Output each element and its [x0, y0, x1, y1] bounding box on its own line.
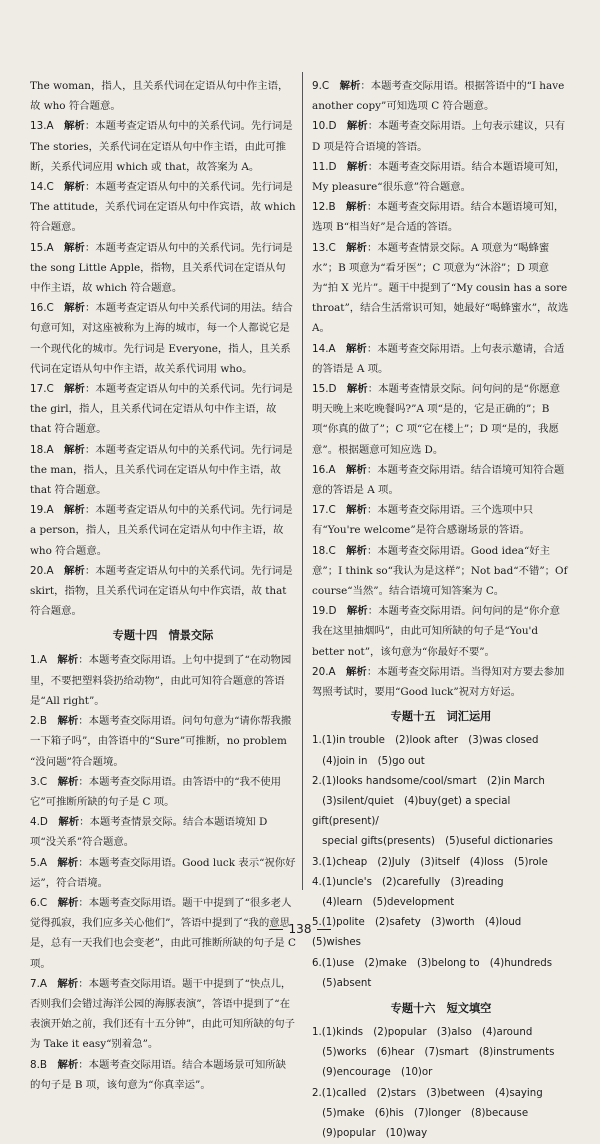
explanation-text: ：本题考查交际用语。上句中提到了“在动物园里，不要把塑料袋扔给动物”，由此可知符合题意的答语是“All right”。 [30, 654, 292, 707]
answer-line: 5.(1)polite (2)safety (3)worth (4)loud (5)wishes [312, 917, 532, 949]
answer-line: (5)absent [312, 977, 372, 989]
explanation-text: ：本题考查交际用语。问句句意为“请你帮我搬一下箱子吗”，由答语中的“Sure”可推断，no problem “没问题”符合题境。 [30, 715, 292, 768]
item-number: 12.B [312, 201, 336, 214]
answer-item [312, 662, 570, 702]
item-number: 7.A [30, 977, 48, 990]
item-number: 2.B [30, 715, 48, 728]
analysis-label: 解析 [346, 383, 368, 396]
analysis-label: 解析 [339, 80, 361, 92]
answer-line: 1.(1)kinds (2)popular (3)also (4)around [312, 1026, 533, 1038]
item-number: 17.C [30, 383, 54, 396]
explanation-text: ：本题考查交际用语。上句表示建议，只有 D 项是符合语境的答语。 [312, 120, 566, 153]
analysis-label: 解析 [346, 463, 367, 476]
answer-item [30, 1055, 296, 1095]
analysis-label: 解析 [64, 383, 85, 396]
dash-right [317, 929, 331, 930]
analysis-label: 解析 [64, 241, 85, 254]
answer-item [30, 298, 296, 379]
page-number-text: 138 [288, 922, 312, 936]
analysis-label: 解析 [57, 856, 79, 869]
analysis-label: 解析 [346, 504, 367, 517]
answer-line: 6.(1)use (2)make (3)belong to (4)hundreds [312, 957, 553, 969]
answer-line: (4)join in (5)go out [312, 755, 425, 767]
item-number: 17.C [312, 504, 336, 517]
analysis-label: 解析 [57, 715, 79, 728]
answer-item [30, 711, 296, 772]
analysis-label: 解析 [57, 896, 79, 909]
explanation-text: ：本题考查定语从句中的关系代词。先行词是 the girl，指人，且关系代词在定语从句中作主语，故 that 符合题意。 [30, 383, 293, 436]
analysis-label: 解析 [57, 775, 79, 788]
answer-line: (3)silent/quiet (4)buy(get) a special gift(present)/ [312, 795, 511, 828]
analysis-label: 解析 [346, 605, 368, 618]
explanation-text: ：本题考查定语从句中的关系代词。先行词是 skirt，指物，且关系代词在定语从句中作宾语，故 that 符合题意。 [30, 564, 293, 618]
answer-item [30, 76, 296, 116]
explanation-text: ：本题考查定语从句中的关系代词。先行词是 The attitude，关系代词在定语从句中作宾语，故 which 符合题意。 [30, 181, 296, 234]
explanation-text: ：本题考查交际用语。三个选项中只有“You're welcome”是符合感谢场景的答语。 [312, 504, 534, 537]
item-number: 19.D [312, 605, 337, 618]
item-number: 9.C [312, 80, 330, 92]
analysis-label: 解析 [346, 544, 367, 557]
item-number: 11.D [312, 160, 337, 173]
item-number: 16.A [312, 463, 336, 476]
item-number: 3.C [30, 775, 48, 788]
answer-line: 2.(1)looks handsome/cool/smart (2)in March [312, 775, 545, 787]
analysis-label: 解析 [64, 302, 85, 315]
answer-item [312, 460, 570, 500]
explanation-text: ：本题考查定语从句中的关系代词。先行词是 a person，指人，且关系代词在定语从句中作主语，故 who 符合题意。 [30, 504, 293, 557]
explanation-text: ：本题考查交际用语。问句问的是“你介意我在这里抽烟吗”，由此可知所缺的句子是“You'd better not”，该句意为“你最好不要”。 [312, 605, 561, 658]
analysis-label: 解析 [346, 241, 367, 254]
answer-line: (9)encourage (10)or [312, 1067, 433, 1079]
answer-item [30, 974, 296, 1055]
answer-item [30, 116, 296, 177]
answer-line: 4.(1)uncle's (2)carefully (3)reading [312, 876, 504, 888]
left-column [30, 76, 296, 1095]
explanation-text: ：本题考查交际用语。由答语中的“我不使用它”可推断所缺的句子是 C 项。 [30, 775, 282, 808]
answer-item [312, 500, 570, 540]
answer-item [30, 238, 296, 299]
analysis-label: 解析 [346, 665, 367, 678]
item-number: 4.D [30, 816, 48, 829]
answer-line: (9)popular (10)way [312, 1127, 428, 1139]
explanation-text: ：本题考查情景交际。问句问的是“你愿意明天晚上来吃晚餐吗?”A 项“是的，它是正确的”；B 项“你真的做了”；C 项“它在楼上”；D 项“是的，我愿意”。根据题意可知应选 D。 [312, 383, 561, 456]
explanation-text: ：本题考查交际用语。结合本题语境可知，选项 B“相当好”是合适的答语。 [312, 201, 565, 234]
right-column [312, 76, 570, 1144]
answer-line: 3.(1)cheap (2)July (3)itself (4)loss (5)role [312, 856, 548, 868]
section-heading: 专题十四 情景交际 [112, 629, 214, 643]
explanation-text: ：本题考查情景交际。A 项意为“喝蜂蜜水”；B 项意为“看牙医”；C 项意为“沐浴”；D 项意为“拍 X 光片”。题干中提到了“My cousin has a sore throat”，结合生活常识可知，她最好“喝蜂蜜水”，故选 A。 [312, 241, 569, 335]
analysis-label: 解析 [64, 181, 85, 194]
explanation-text: ：本题考查交际用语。上句表示邀请，合适的答语是 A 项。 [312, 342, 565, 375]
answer-item [312, 541, 570, 602]
answer-item [30, 812, 296, 852]
explanation-text: ：本题考查交际用语。题干中提到了“快点儿，否则我们会错过海洋公园的海豚表演”，答语中提到了“在表演开始之前，我们还有十五分钟”，由此可知所缺的句子为 Take it easy“别着急”。 [30, 977, 296, 1051]
analysis-label: 解析 [346, 201, 367, 214]
answer-item [312, 379, 570, 460]
page-number [0, 922, 600, 936]
analysis-label: 解析 [57, 1058, 79, 1071]
explanation-text: ：本题考查交际用语。结合语境可知符合题意的答语是 A 项。 [312, 463, 565, 497]
answer-item [312, 238, 570, 339]
answer-line: 2.(1)called (2)stars (3)between (4)saying [312, 1087, 543, 1099]
answer-item [312, 197, 570, 237]
answer-item [30, 772, 296, 812]
analysis-label: 解析 [64, 504, 85, 517]
answer-line: 1.(1)in trouble (2)look after (3)was closed [312, 735, 539, 747]
dash-left [269, 929, 283, 930]
item-number: 16.C [30, 302, 54, 315]
column-divider [302, 72, 303, 890]
explanation-text: ：本题考查定语从句中关系代词的用法。结合句意可知，对这座被称为上海的城市，每一个人都说它是一个现代化的城市。先行词是 Everyone，指人，且关系代词在定语从句中作主语，故关系代词用 who。 [30, 302, 293, 375]
item-number: 20.A [312, 665, 336, 678]
answer-item [30, 440, 296, 501]
explanation-text: ：本题考查定语从句中的关系代词。先行词是 the song Little Apple，指物，且关系代词在定语从句中作主语，故 which 符合题意。 [30, 241, 293, 295]
analysis-label: 解析 [57, 977, 79, 990]
explanation-text: ：本题考查情景交际。结合本题语境知 D 项“没关系”符合题意。 [30, 816, 268, 849]
item-number: 10.D [312, 120, 337, 133]
explanation-text: ：本题考查交际用语。Good idea“好主意”；I think so“我认为是这样”；Not bad“不错”；Of course“当然”。结合语境可知答案为 C。 [312, 544, 568, 598]
item-number: 18.C [312, 544, 336, 557]
analysis-label: 解析 [64, 564, 85, 577]
explanation-text: The woman，指人，且关系代词在定语从句中作主语，故 who 符合题意。 [30, 80, 289, 113]
answer-item [312, 157, 570, 197]
section-heading: 专题十五 词汇运用 [390, 710, 492, 724]
analysis-label: 解析 [346, 160, 368, 173]
item-number: 18.A [30, 443, 54, 456]
item-number: 15.D [312, 383, 337, 396]
item-number: 13.C [312, 241, 336, 254]
analysis-label: 解析 [58, 816, 80, 829]
answer-item [30, 561, 296, 622]
answer-item [312, 601, 570, 662]
answer-line: (5)make (6)his (7)longer (8)because [312, 1107, 529, 1119]
answer-line: (5)works (6)hear (7)smart (8)instruments [312, 1047, 555, 1059]
answer-item [30, 177, 296, 238]
analysis-label: 解析 [64, 443, 85, 456]
item-number: 20.A [30, 564, 54, 577]
answer-item [30, 500, 296, 561]
item-number: 13.A [30, 120, 54, 133]
item-number: 19.A [30, 504, 54, 517]
item-number: 14.A [312, 342, 336, 355]
answer-line: (4)learn (5)development [312, 896, 455, 908]
answer-item [30, 853, 296, 893]
explanation-text: ：本题考查交际用语。当得知对方要去参加驾照考试时，要用“Good luck”祝对方好运。 [312, 665, 565, 699]
analysis-label: 解析 [57, 654, 79, 667]
item-number: 1.A [30, 654, 48, 667]
answer-item [30, 379, 296, 440]
answer-item [30, 650, 296, 711]
answer-item [312, 339, 570, 379]
item-number: 6.C [30, 896, 48, 909]
item-number: 15.A [30, 241, 54, 254]
explanation-text: ：本题考查交际用语。题干中提到了“很多老人觉得孤寂，我们应多关心他们”，答语中提到了“我的意思是，总有一天我们也会变老”，由此可推断所缺的句子是 C 项。 [30, 896, 296, 970]
explanation-text: ：本题考查交际用语。Good luck 表示“祝你好运”，符合语境。 [30, 856, 296, 889]
explanation-text: ：本题考查定语从句中的关系代词。先行词是 The stories，关系代词在定语从句中作主语，由此可推断，关系代词应用 which 或 that，故答案为 A。 [30, 120, 293, 173]
explanation-text: ：本题考查交际用语。根据答语中的“I have another copy”可知选项 C 符合题意。 [312, 80, 565, 113]
analysis-label: 解析 [346, 342, 367, 355]
analysis-label: 解析 [64, 120, 85, 133]
explanation-text: ：本题考查交际用语。结合本题语境可知，My pleasure“很乐意”符合题意。 [312, 160, 566, 194]
item-number: 14.C [30, 181, 54, 194]
answer-line: special gifts(presents) (5)useful dictionaries [312, 836, 553, 848]
explanation-text: ：本题考查定语从句中的关系代词。先行词是 the man，指人，且关系代词在定语从句中作主语，故 that 符合题意。 [30, 443, 293, 497]
analysis-label: 解析 [346, 120, 368, 133]
item-number: 5.A [30, 856, 48, 869]
section-heading: 专题十六 短文填空 [390, 1001, 492, 1015]
explanation-text: ：本题考查交际用语。结合本题场景可知所缺的句子是 B 项，该句意为“你真幸运”。 [30, 1058, 287, 1091]
answer-item [312, 76, 570, 116]
answer-item [312, 116, 570, 156]
item-number: 8.B [30, 1058, 48, 1071]
